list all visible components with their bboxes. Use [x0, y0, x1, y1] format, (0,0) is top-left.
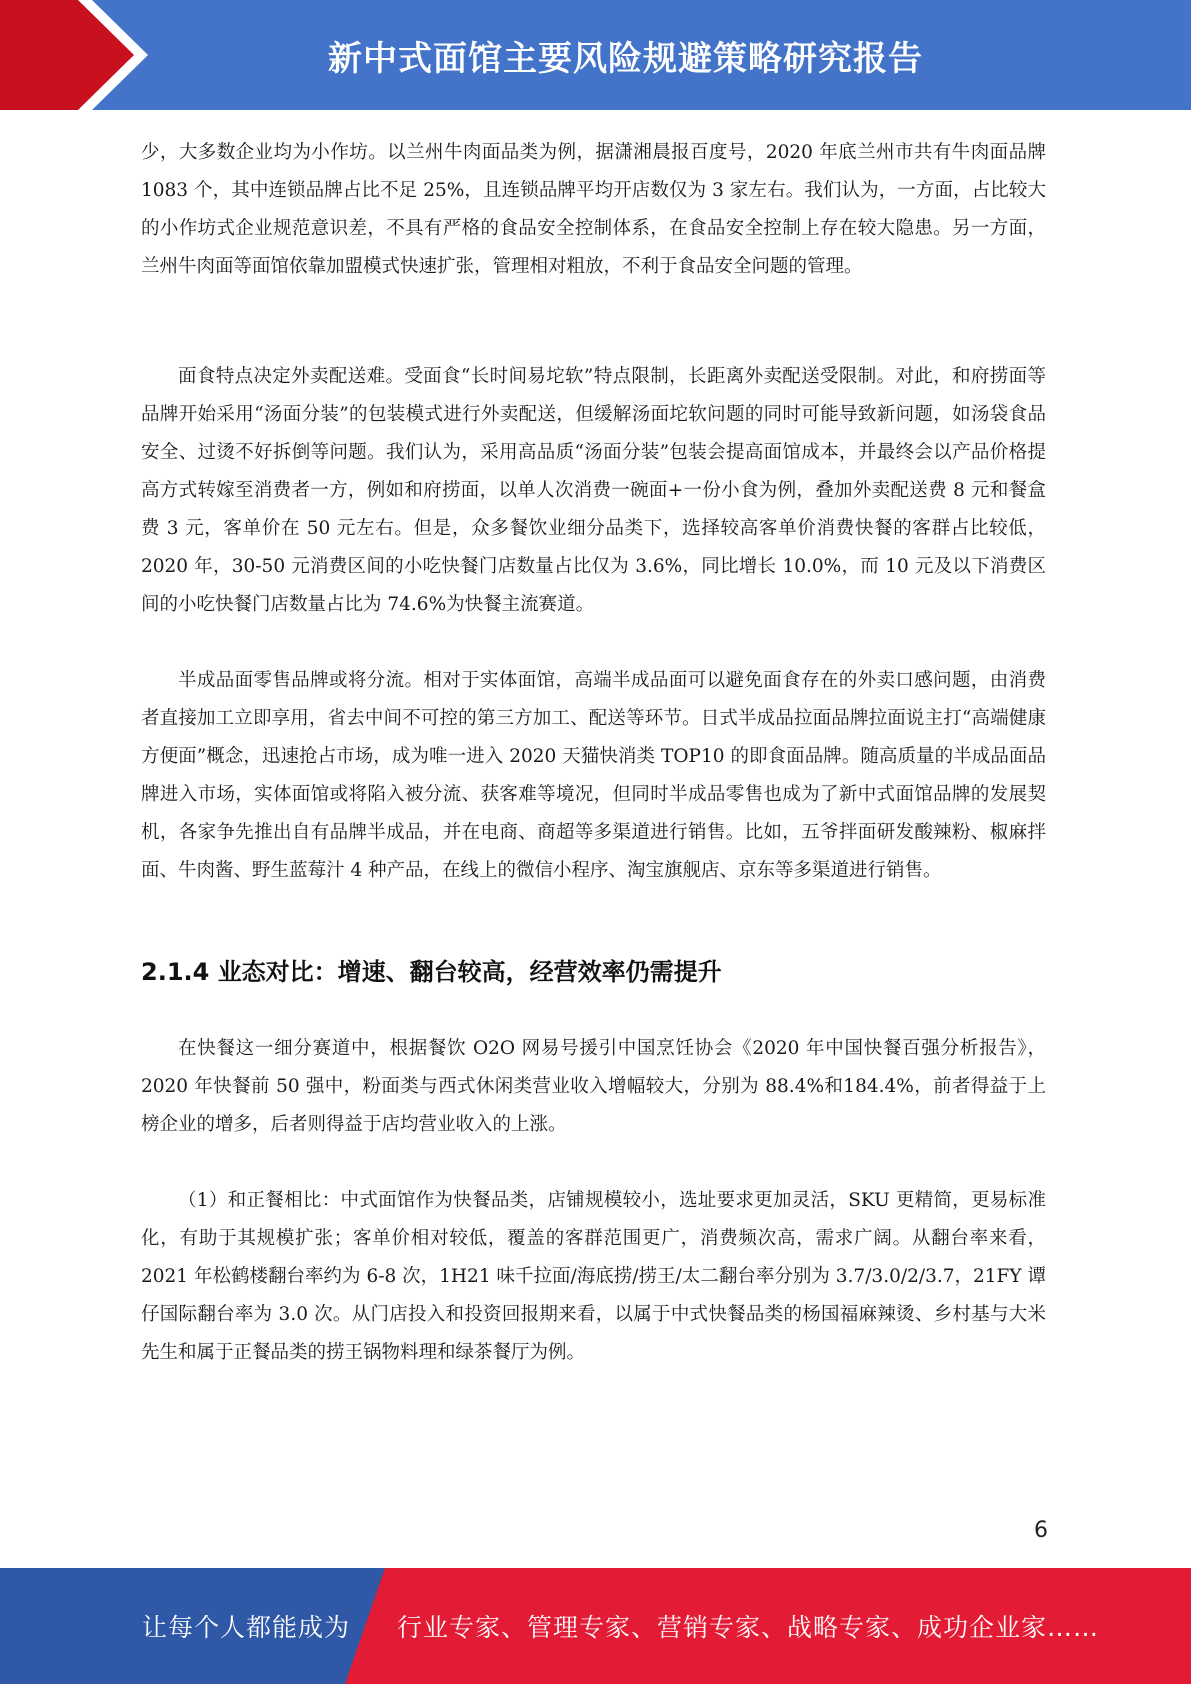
paragraph-comparison: （1）和正餐相比：中式面馆作为快餐品类，店铺规模较小，选址要求更加灵活，SKU 更精简，更易标准化，有助于其规模扩张；客单价相对较低，覆盖的客群范围更广，消费频次高，需求广阔。从翻台率来看，2021 年松鹤楼翻台率约为 6-8 次，1H21 味千拉面/海底捞/捞王/太二翻台率分别为 3.7/3.0/2/3.7，21FY 谭仔国际翻台率为 3.0 次。从门店投入和投资回报期来看，以属于中式快餐品类的杨国福麻辣烫、乡村基与大米先生和属于正餐品类的捞王锅物料理和绿茶餐厅为例。: [141, 1190, 1046, 1363]
footer-slogan-right: 行业专家、管理专家、营销专家、战略专家、成功企业家……: [397, 1613, 1100, 1642]
page-header: [0, 0, 1191, 110]
page-footer: [0, 1568, 1191, 1684]
page-number: 6: [1034, 1518, 1048, 1543]
footer-slogan-left: 让每个人都能成为: [142, 1613, 351, 1642]
paragraph-fast-food: 在快餐这一细分赛道中，根据餐饮 O2O 网易号援引中国烹饪协会《2020 年中国快餐百强分析报告》，2020 年快餐前 50 强中，粉面类与西式休闲类营业收入增幅较大，分别为 88.4%和184.4%，前者得益于上榜企业的增多，后者则得益于店均营业收入的上涨。: [141, 1038, 1046, 1135]
paragraph-food-safety: 少，大多数企业均为小作坊。以兰州牛肉面品类为例，据潇湘晨报百度号，2020 年底兰州市共有牛肉面品牌 1083 个，其中连锁品牌占比不足 25%，且连锁品牌平均开店数仅为 3 家左右。我们认为，一方面，占比较大的小作坊式企业规范意识差，不具有严格的食品安全控制体系，在食品安全控制上存在较大隐患。另一方面，兰州牛肉面等面馆依靠加盟模式快速扩张，管理相对粗放，不利于食品安全问题的管理。: [141, 142, 1046, 277]
header-title: 新中式面馆主要风险规避策略研究报告: [328, 38, 923, 79]
paragraph-delivery: 面食特点决定外卖配送难。受面食“长时间易坨软”特点限制，长距离外卖配送受限制。对此，和府捞面等品牌开始采用“汤面分装”的包装模式进行外卖配送，但缓解汤面坨软问题的同时可能导致新问题，如汤袋食品安全、过烫不好拆倒等问题。我们认为，采用高品质“汤面分装”包装会提高面馆成本，并最终会以产品价格提高方式转嫁至消费者一方，例如和府捞面，以单人次消费一碗面+一份小食为例，叠加外卖配送费 8 元和餐盒费 3 元，客单价在 50 元左右。但是，众多餐饮业细分品类下，选择较高客单价消费快餐的客群占比较低，2020 年，30-50 元消费区间的小吃快餐门店数量占比仅为 3.6%，同比增长 10.0%，而 10 元及以下消费区间的小吃快餐门店数量占比为 74.6%为快餐主流赛道。: [141, 366, 1046, 615]
section-heading: 2.1.4 业态对比：增速、翻台较高，经营效率仍需提升: [141, 958, 722, 986]
paragraph-semi-finished: 半成品面零售品牌或将分流。相对于实体面馆，高端半成品面可以避免面食存在的外卖口感问题，由消费者直接加工立即享用，省去中间不可控的第三方加工、配送等环节。日式半成品拉面品牌拉面说主打“高端健康方便面”概念，迅速抢占市场，成为唯一进入 2020 天猫快消类 TOP10 的即食面品牌。随高质量的半成品面品牌进入市场，实体面馆或将陷入被分流、获客难等境况，但同时半成品零售也成为了新中式面馆品牌的发展契机，各家争先推出自有品牌半成品，并在电商、商超等多渠道进行销售。比如，五爷拌面研发酸辣粉、椒麻拌面、牛肉酱、野生蓝莓汁 4 种产品，在线上的微信小程序、淘宝旗舰店、京东等多渠道进行销售。: [141, 670, 1046, 881]
main-content: [141, 134, 1046, 1372]
